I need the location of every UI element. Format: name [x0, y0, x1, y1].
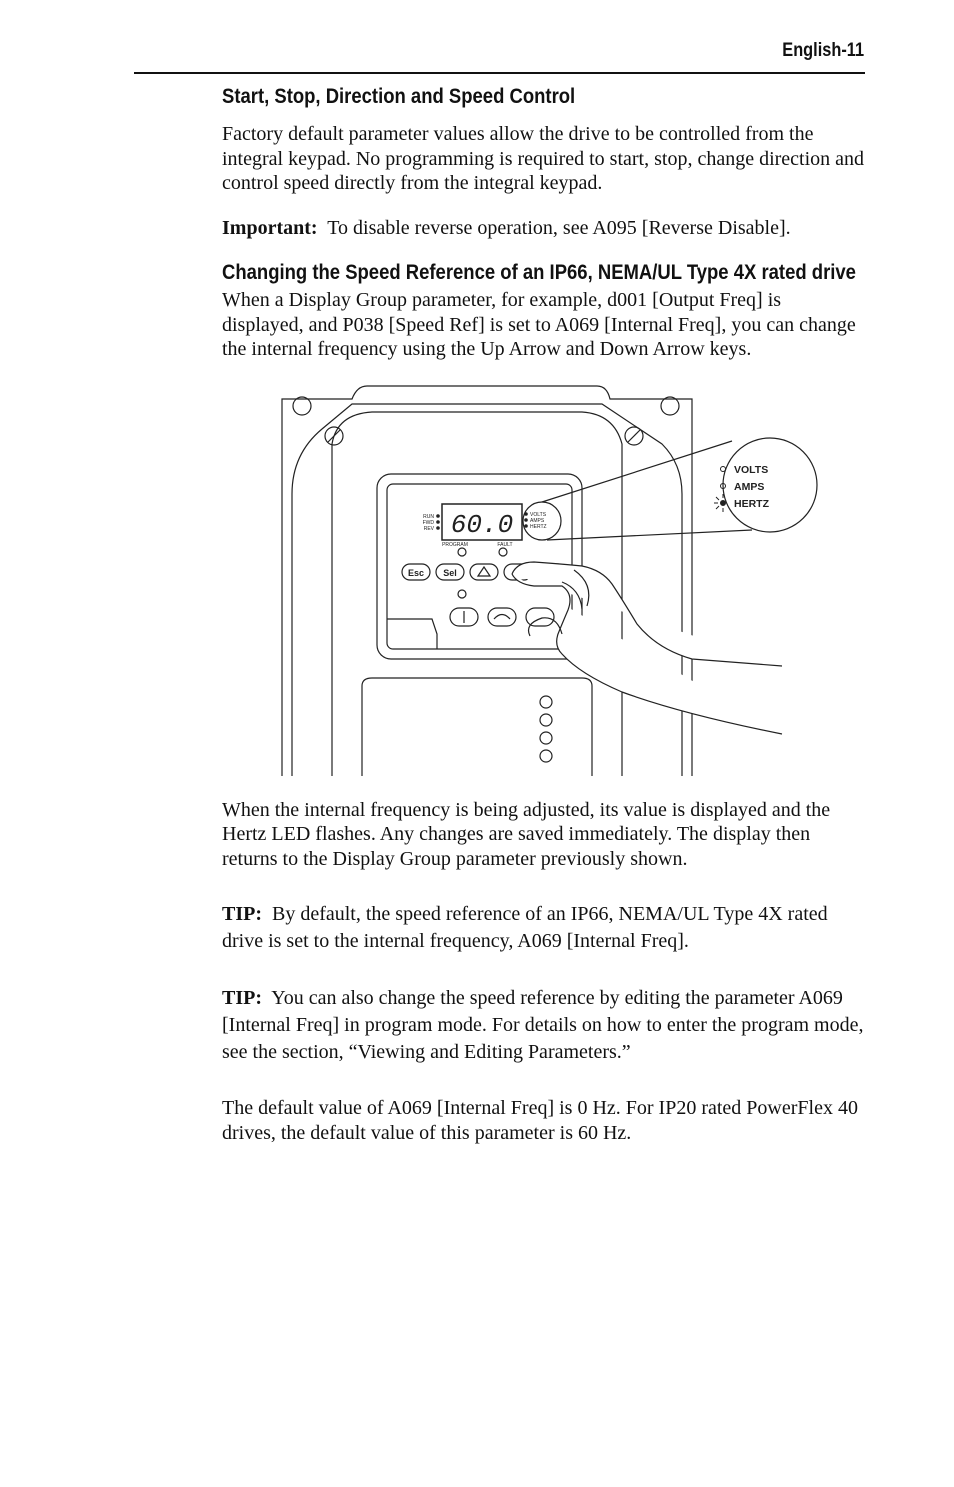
page-content [222, 84, 867, 1145]
led-label-volts-small: VOLTS [530, 511, 547, 518]
key-sel: Sel [443, 567, 457, 578]
section-heading-speed-reference: Changing the Speed Reference of an IP66, NEMA/UL Type 4X rated drive [222, 261, 856, 284]
paragraph-factory-defaults: Factory default parameter values allow the drive to be controlled from the integral keypad. No programming is required to start, stop, change direction and control speed directly from the integral keypad. [222, 123, 865, 194]
paragraph-internal-frequency: When the internal frequency is being adjusted, its value is displayed and the Hertz LED flashes. Any changes are saved immediately. The display then returns to the Display Group parameter previously shown. [222, 798, 831, 870]
key-esc: Esc [407, 567, 425, 578]
led-label-fwd: FWD [422, 519, 434, 526]
callout-volts: VOLTS [734, 463, 769, 476]
page-number: English-11 [782, 40, 864, 61]
tip-text: By default, the speed reference of an IP66, NEMA/UL Type 4X rated drive is set to the internal frequency, A069 [Internal Freq]. [222, 903, 828, 952]
page-header [0, 0, 954, 80]
mode-label-program: PROGRAM [442, 541, 468, 548]
tip-program-mode [222, 985, 867, 1066]
keypad-figure [262, 384, 852, 784]
section-heading-start-stop: Start, Stop, Direction and Speed Control [222, 85, 576, 108]
callout-hertz: HERTZ [734, 497, 769, 510]
led-label-rev: REV [423, 525, 434, 532]
tip-label: TIP: [222, 903, 262, 925]
led-label-hertz-small: HERTZ [530, 523, 547, 530]
led-label-run: RUN [423, 513, 434, 520]
important-label: Important: [222, 216, 318, 239]
tip-label: TIP: [222, 987, 262, 1009]
tip-default-speed-reference [222, 901, 867, 955]
drive-keypad-illustration [262, 384, 852, 784]
paragraph-display-group: When a Display Group parameter, for example, d001 [Output Freq] is displayed, and P038 [Speed Ref] is set to A069 [Internal Freq], you can change the internal frequency using the Up Arrow and Down Arrow keys. [222, 289, 856, 360]
header-rule [134, 72, 865, 74]
important-text: To disable reverse operation, see A095 [Reverse Disable]. [327, 216, 791, 239]
tip-text: You can also change the speed reference by editing the parameter A069 [Internal Freq] in program mode. For details on how to enter the program mode, see the section, “Viewing and Editing Parameters.” [222, 987, 864, 1063]
paragraph-default-value: The default value of A069 [Internal Freq] is 0 Hz. For IP20 rated PowerFlex 40 drives, the default value of this parameter is 60 Hz. [222, 1097, 858, 1144]
led-label-amps-small: AMPS [530, 517, 545, 524]
mode-label-fault: FAULT [497, 541, 513, 548]
callout-amps: AMPS [734, 480, 765, 493]
important-note [222, 216, 867, 241]
display-value: 60.0 [450, 509, 514, 540]
